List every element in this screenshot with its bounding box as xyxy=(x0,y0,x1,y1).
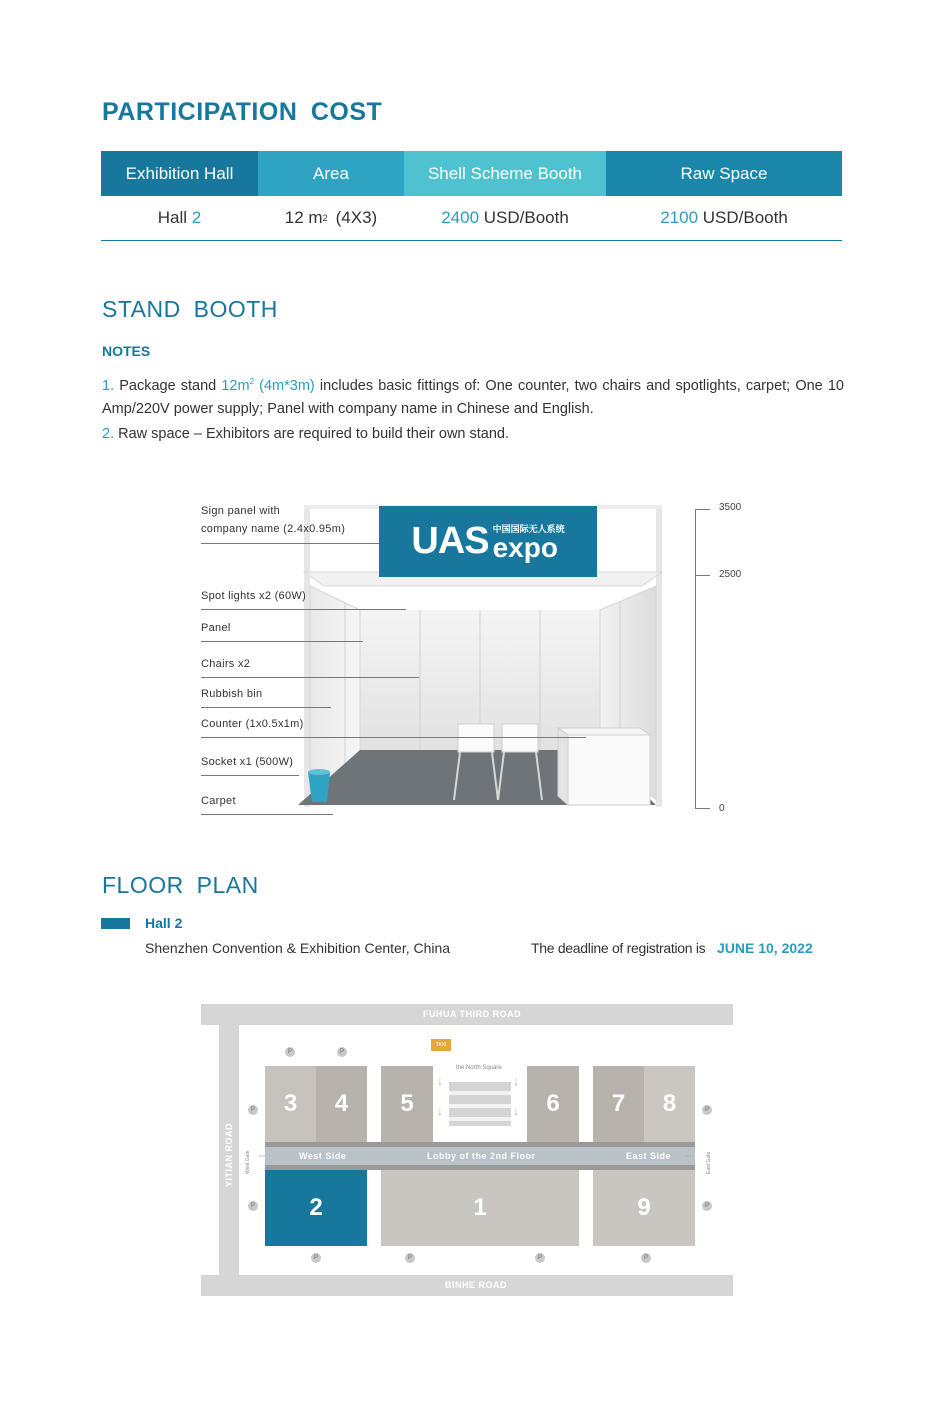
west-gate-arrow-icon: ⇔ xyxy=(257,1150,267,1161)
header-raw-space: Raw Space xyxy=(606,151,842,196)
taxi-sign: TAXI xyxy=(431,1039,451,1051)
counter-top xyxy=(558,728,650,735)
scale-0: 0 xyxy=(719,803,725,814)
leader-socket xyxy=(201,775,299,776)
road-bottom-label: BINHE ROAD xyxy=(445,1280,508,1290)
road-top-label: FUHUA THIRD ROAD xyxy=(423,1009,522,1019)
cell-area xyxy=(258,196,404,240)
scale-2500: 2500 xyxy=(719,569,742,580)
note-1-sup: 2 xyxy=(249,377,255,386)
leader-spotlights xyxy=(201,609,406,610)
shell-price: 2400 xyxy=(441,208,480,227)
label-panel: Panel xyxy=(201,622,231,634)
parking-icon: P xyxy=(248,1201,258,1211)
note-1-rest: includes basic fittings of: One counter, two chairs and spotlights, carpet; One 10 Amp/220V power supply; Panel with company name in Chinese and English. xyxy=(102,377,848,417)
north-square-label: the North Square xyxy=(456,1065,502,1071)
hall-number: 2 xyxy=(191,208,202,227)
corridor-lobby: Lobby of the 2nd Floor xyxy=(427,1151,536,1161)
hall-3: 3 xyxy=(265,1066,316,1142)
parking-icon: P xyxy=(285,1047,295,1057)
label-counter: Counter (1x0.5x1m) xyxy=(201,718,304,730)
arrow-down-icon: ↓ xyxy=(513,1104,519,1118)
header-exhibition-hall: Exhibition Hall xyxy=(101,151,258,196)
left-post xyxy=(304,505,310,807)
leader-chairs xyxy=(201,677,419,678)
sign-logo-cn: 中国国际无人系统 xyxy=(492,524,565,534)
arrow-down-icon: ↓ xyxy=(513,1074,519,1088)
parking-icon: P xyxy=(702,1201,712,1211)
label-carpet: Carpet xyxy=(201,795,236,807)
note-1 xyxy=(102,370,848,421)
parking-icon: P xyxy=(248,1105,258,1115)
note-1-number: 1. xyxy=(102,377,115,394)
label-spotlights: Spot lights x2 (60W) xyxy=(201,590,307,602)
parking-icon: P xyxy=(702,1105,712,1115)
header-area: Area xyxy=(258,151,404,196)
note-2-text: Raw space – Exhibitors are required to build their own stand. xyxy=(114,426,510,442)
floor-title: FLOOR PLAN xyxy=(102,872,259,898)
leader-carpet xyxy=(201,814,333,815)
hall-8: 8 xyxy=(644,1066,695,1142)
hall-prefix: Hall xyxy=(157,208,192,227)
raw-price: 2100 xyxy=(660,208,699,227)
note-1-dim: (4m*3m) xyxy=(254,377,315,394)
notes-title: NOTES xyxy=(102,343,151,359)
parking-icon: P xyxy=(405,1253,415,1263)
sign-logo-expo: expo xyxy=(492,532,558,563)
shell-unit: USD/Booth xyxy=(479,208,569,227)
label-sign-panel-2: company name (2.4x0.95m) xyxy=(201,523,346,535)
east-gate-arrow-icon: ⇔ xyxy=(683,1150,693,1161)
floor-map xyxy=(201,1004,733,1296)
leader-counter-ext xyxy=(306,737,586,738)
area-dim: (4X3) xyxy=(335,208,378,227)
table-row xyxy=(101,196,842,241)
road-left-label: YITIAN ROAD xyxy=(224,1123,234,1187)
leader-counter xyxy=(201,737,306,738)
label-socket: Socket x1 (500W) xyxy=(201,756,294,768)
parking-icon: P xyxy=(337,1047,347,1057)
note-1-pre: Package stand xyxy=(114,377,222,394)
sign-panel xyxy=(379,506,597,577)
note-2-number: 2. xyxy=(102,426,115,442)
parking-icon: P xyxy=(641,1253,651,1263)
leader-rubbish-bin xyxy=(201,707,331,708)
hall-6: 6 xyxy=(527,1066,579,1142)
hall-7: 7 xyxy=(593,1066,644,1142)
hall-4: 4 xyxy=(316,1066,367,1142)
area-value: 12 m xyxy=(284,208,323,227)
hall-5: 5 xyxy=(381,1066,433,1142)
right-post xyxy=(656,505,662,807)
label-rubbish-bin: Rubbish bin xyxy=(201,688,263,700)
deadline-label: The deadline of registration is xyxy=(531,940,706,956)
header-shell-scheme: Shell Scheme Booth xyxy=(404,151,606,196)
parking-icon: P xyxy=(535,1253,545,1263)
arrow-down-icon: ↓ xyxy=(437,1074,443,1088)
cell-hall xyxy=(101,196,258,240)
floor-hall: Hall 2 xyxy=(145,915,183,931)
cell-raw-price xyxy=(606,196,842,240)
parking-icon: P xyxy=(311,1253,321,1263)
sign-logo-uas: UAS xyxy=(411,520,489,562)
hall-2: 2 xyxy=(265,1170,367,1246)
raw-unit: USD/Booth xyxy=(698,208,788,227)
cell-shell-price xyxy=(404,196,606,240)
cost-table xyxy=(101,151,842,241)
hall-1: 1 xyxy=(381,1170,579,1246)
leader-panel xyxy=(201,641,363,642)
sign-logo-right xyxy=(493,522,565,561)
note-2 xyxy=(102,423,844,446)
east-gate-label: East Gate xyxy=(706,1151,712,1174)
venue: Shenzhen Convention & Exhibition Center, China xyxy=(145,940,451,956)
corridor-west: West Side xyxy=(299,1151,347,1161)
corridor-east: East Side xyxy=(626,1151,672,1161)
scale-3500: 3500 xyxy=(719,502,742,513)
leader-sign xyxy=(201,543,379,544)
note-1-area: 12m xyxy=(221,377,250,394)
stand-title: STAND BOOTH xyxy=(102,296,278,322)
north-stairs xyxy=(449,1082,511,1126)
west-gate-label: West Gate xyxy=(245,1150,251,1174)
counter xyxy=(568,735,650,805)
area-sup: 2 xyxy=(322,213,328,223)
hall-9: 9 xyxy=(593,1170,695,1246)
label-chairs: Chairs x2 xyxy=(201,658,251,670)
deadline-date: JUNE 10, 2022 xyxy=(717,940,813,956)
arrow-down-icon: ↓ xyxy=(437,1104,443,1118)
scale-bar xyxy=(695,509,696,808)
cost-table-header xyxy=(101,151,842,196)
hall-marker xyxy=(101,918,130,929)
cost-title: PARTICIPATION COST xyxy=(102,98,383,126)
label-sign-panel-1: Sign panel with xyxy=(201,505,281,517)
